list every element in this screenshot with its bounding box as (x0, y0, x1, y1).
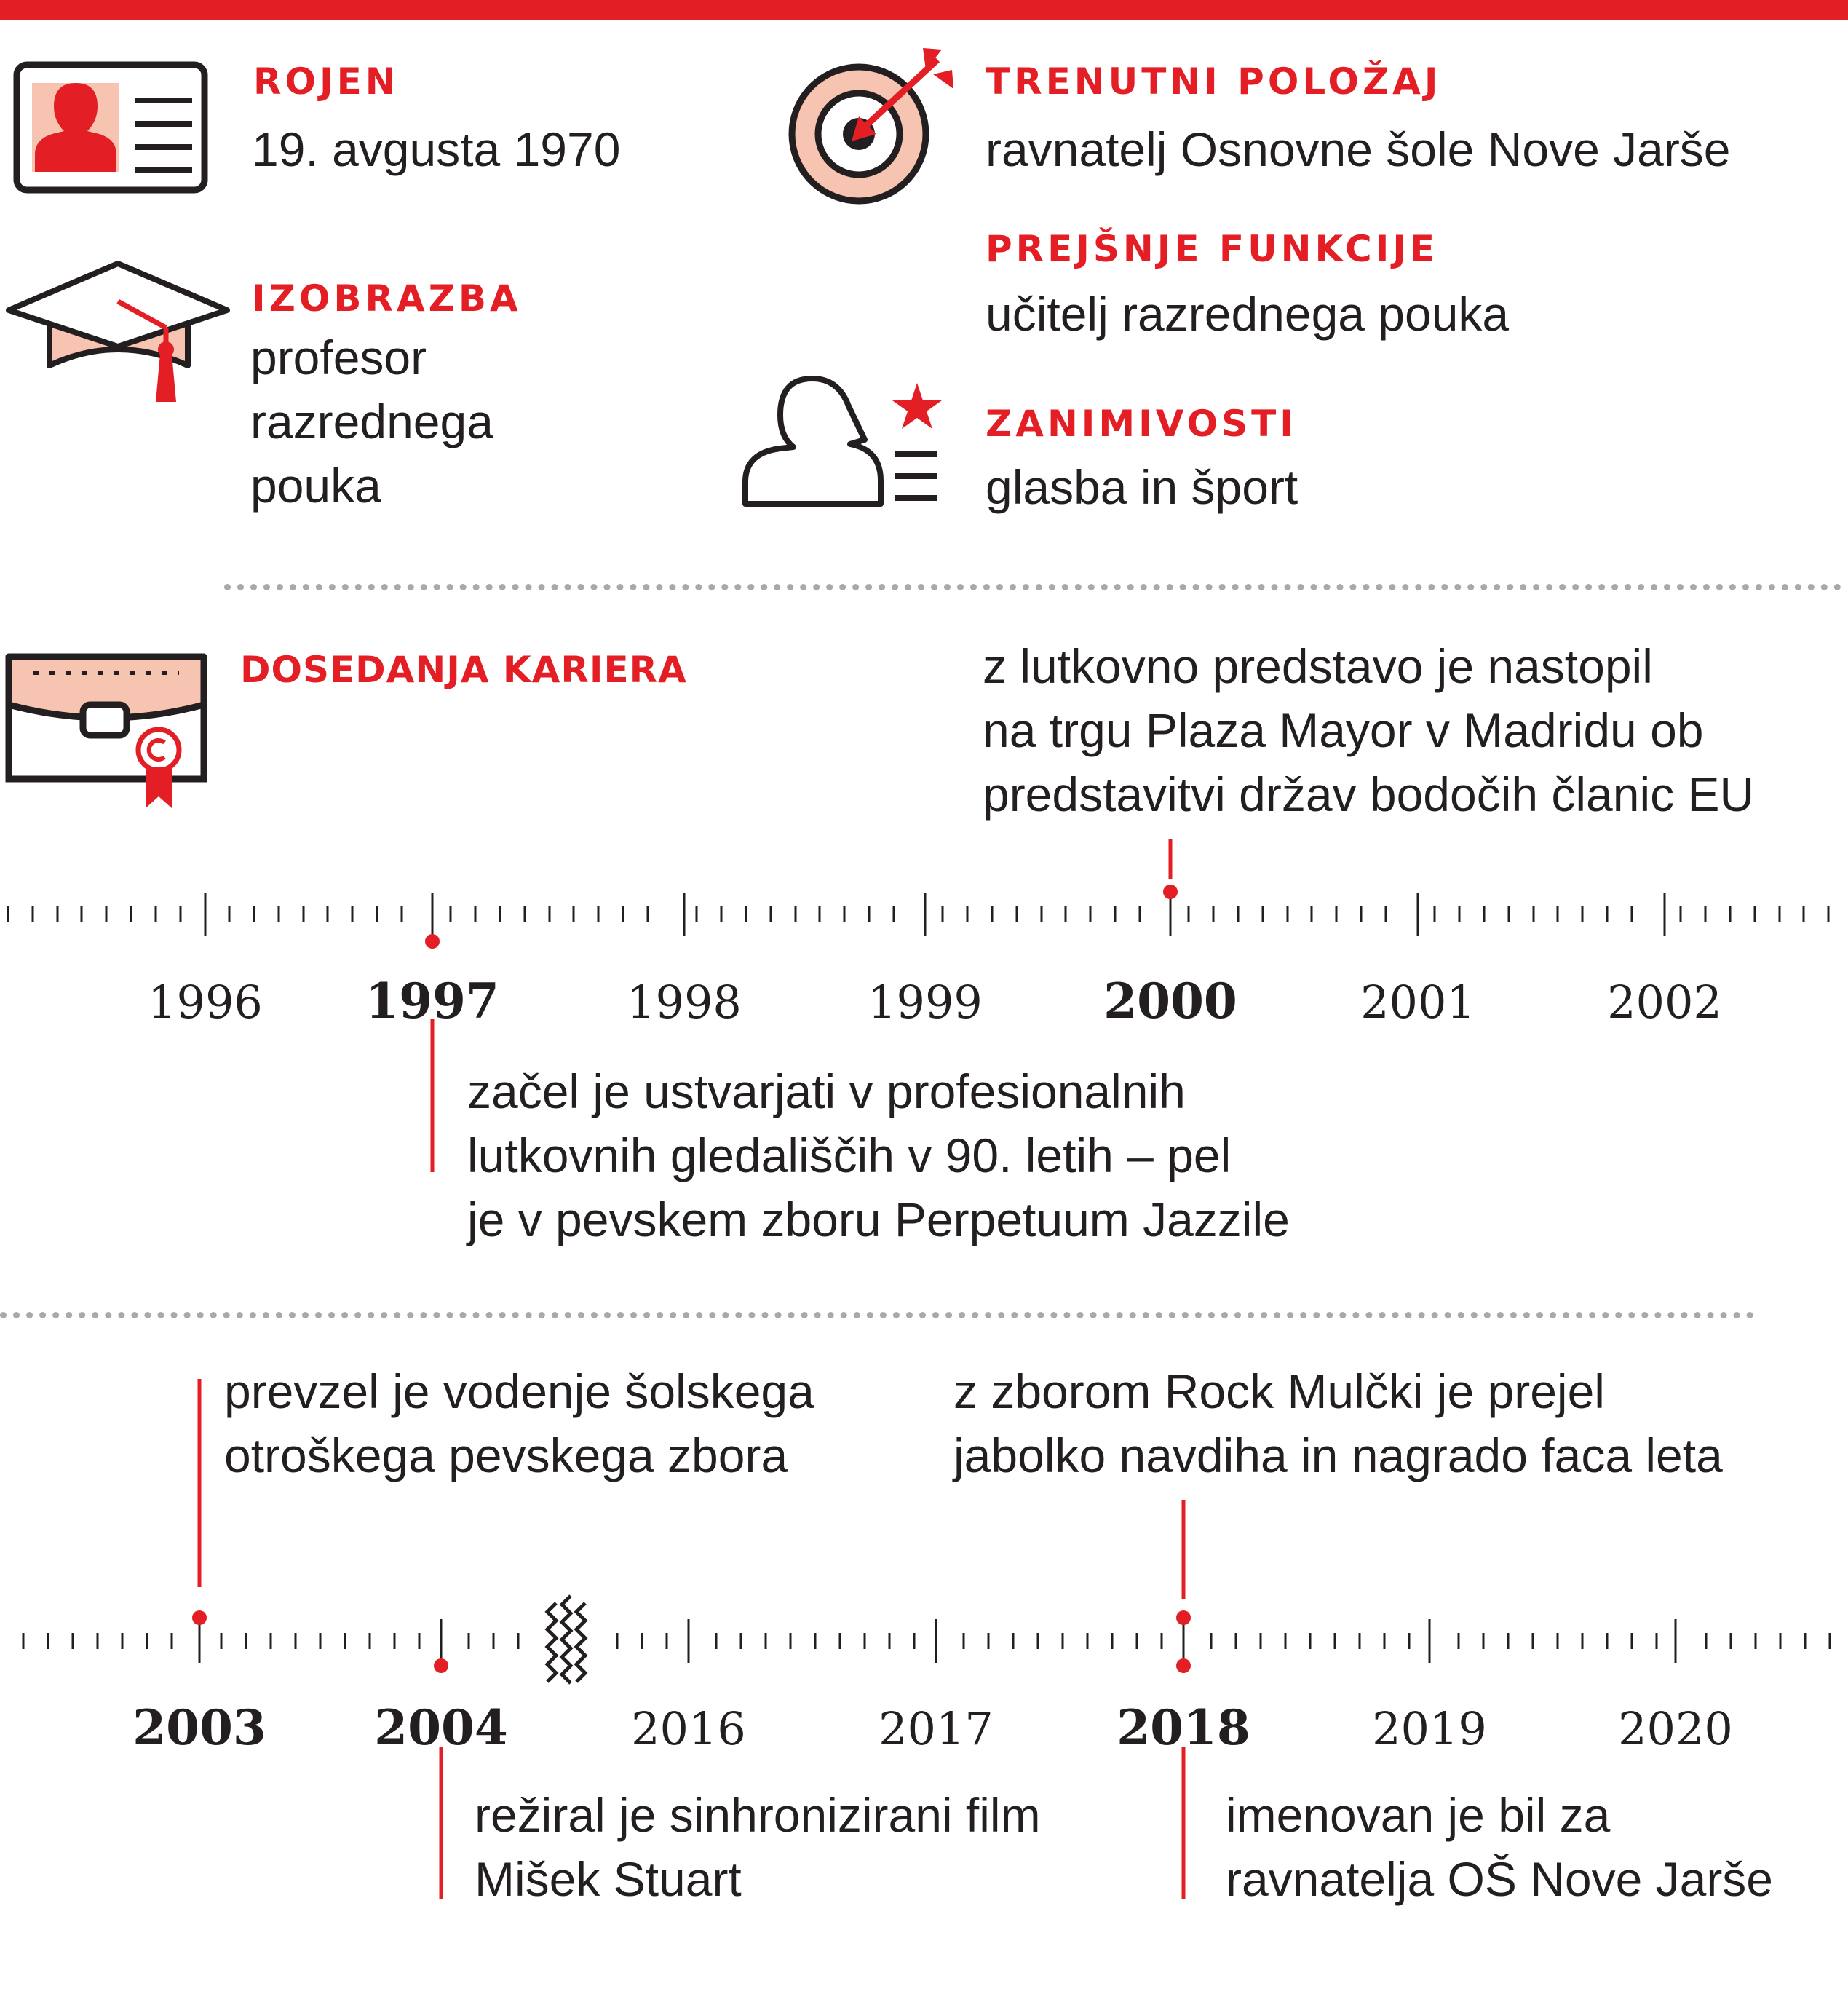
year-label-2019: 2019 (1372, 1702, 1487, 1755)
timeline-break-icon (547, 1596, 585, 1683)
marker-2004-dot (434, 1658, 448, 1673)
event-2018-below-text-line-2: ravnatelja OŠ Nove Jarše (1226, 1852, 1774, 1906)
born-label: ROJEN (253, 60, 400, 103)
timeline-2003-2020 (0, 1369, 1848, 1907)
event-2004-text-line-1: režiral je sinhronizirani film (475, 1788, 1041, 1842)
interests-value: glasba in šport (986, 460, 1298, 514)
event-2003-text-line-1: prevzel je vodenje šolskega (224, 1364, 814, 1418)
year-label-2000: 2000 (1103, 973, 1237, 1029)
event-2018-above-text-line-2: jabolko navdiha in nagrado faca leta (953, 1428, 1723, 1482)
id-card-icon (13, 61, 210, 195)
timeline-2-year-labels (132, 1699, 1733, 1756)
year-label-2017: 2017 (879, 1702, 994, 1755)
timeline-1-year-labels (148, 973, 1722, 1029)
graduation-cap-icon (4, 258, 234, 409)
timeline-1-ticks (8, 893, 1828, 936)
education-line-2: razrednega (250, 395, 493, 448)
year-label-2020: 2020 (1618, 1702, 1733, 1755)
section-divider-2 (0, 1312, 1754, 1318)
event-2000-text-line-3: predstavitvi držav bodočih članic EU (983, 767, 1755, 821)
career-label: DOSEDANJA KARIERA (240, 649, 687, 691)
marker-2000-dot (1163, 885, 1178, 899)
event-1997-text-line-1: začel je ustvarjati v profesionalnih (467, 1064, 1186, 1118)
position-value: ravnatelj Osnovne šole Nove Jarše (986, 122, 1731, 176)
year-label-1996: 1996 (148, 976, 263, 1029)
education-label: IZOBRAZBA (252, 277, 522, 320)
event-1997-text-line-3: je v pevskem zboru Perpetuum Jazzile (467, 1193, 1290, 1246)
born-value: 19. avgusta 1970 (252, 122, 621, 176)
target-icon (786, 44, 968, 205)
section-divider-1 (224, 584, 1841, 590)
year-label-1997: 1997 (365, 973, 499, 1029)
event-2004-text-line-2: Mišek Stuart (475, 1852, 742, 1906)
year-label-2001: 2001 (1360, 976, 1475, 1029)
year-label-2002: 2002 (1607, 976, 1722, 1029)
marker-2003-dot (192, 1610, 207, 1625)
event-2003-text-line-2: otroškega pevskega zbora (224, 1428, 788, 1482)
event-1997-text-line-2: lutkovnih gledališčih v 90. letih – pel (467, 1128, 1232, 1182)
year-label-2018: 2018 (1117, 1699, 1250, 1756)
education-line-3: pouka (250, 459, 381, 513)
year-label-2003: 2003 (132, 1699, 266, 1756)
year-label-1999: 1999 (868, 976, 983, 1029)
event-2000-text-line-2: na trgu Plaza Mayor v Madridu ob (983, 703, 1704, 757)
timeline-2-ticks (23, 1619, 1830, 1663)
top-accent-bar (0, 0, 1848, 20)
marker-2018-above-dot (1176, 1610, 1191, 1625)
year-label-1998: 1998 (627, 976, 742, 1029)
interests-label: ZANIMIVOSTI (986, 403, 1297, 445)
briefcase-certificate-icon (4, 652, 208, 812)
timeline-1996-2002 (0, 801, 1848, 1179)
position-label: TRENUTNI POLOŽAJ (986, 60, 1442, 103)
year-label-2016: 2016 (631, 1702, 746, 1755)
event-2000-text-line-1: z lutkovno predstavo je nastopil (983, 639, 1653, 693)
event-2018-above-text-line-1: z zborom Rock Mulčki je prejel (953, 1364, 1605, 1418)
previous-value: učitelj razrednega pouka (986, 287, 1510, 341)
marker-2018-below-dot (1176, 1658, 1191, 1673)
education-line-1: profesor (250, 331, 427, 384)
event-2018-below-text-line-1: imenovan je bil za (1226, 1788, 1611, 1842)
marker-1997-dot (425, 934, 440, 949)
year-label-2004: 2004 (374, 1699, 508, 1756)
person-star-icon (739, 373, 951, 511)
previous-label: PREJŠNJE FUNKCIJE (986, 228, 1439, 270)
